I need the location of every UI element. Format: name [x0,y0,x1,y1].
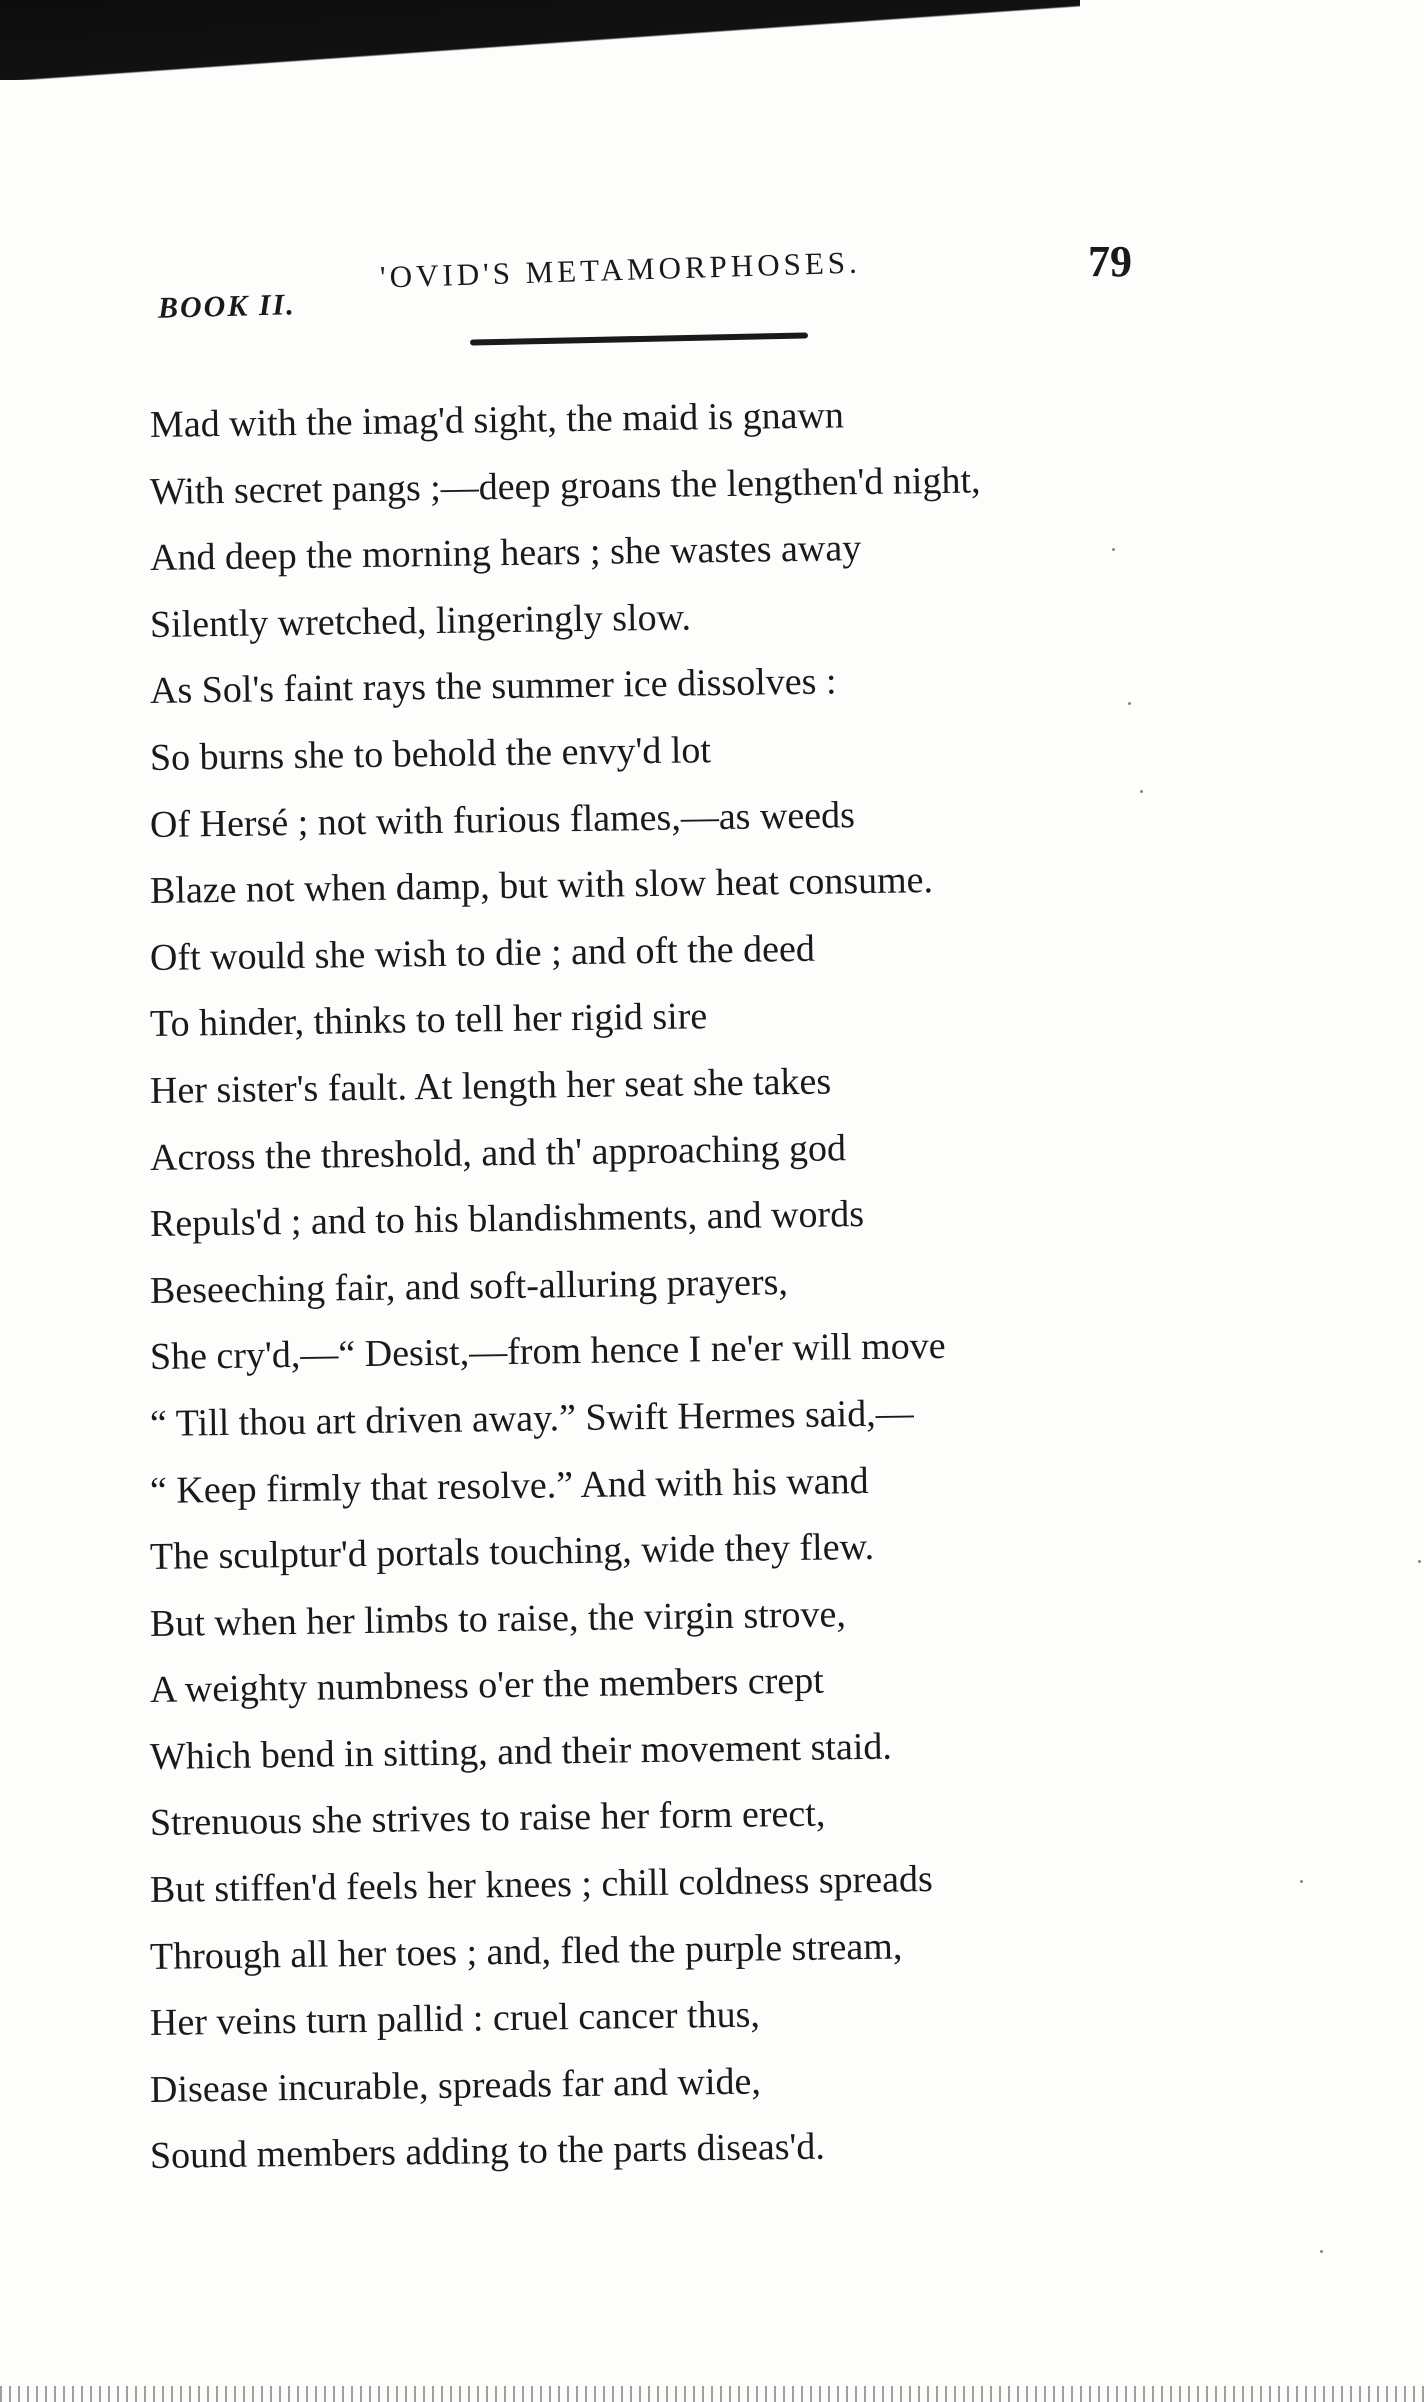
poem-line: So burns she to behold the envy'd lot [149,729,712,779]
scan-speck [1112,548,1115,551]
scan-edge-bottom [0,2386,1424,2402]
scan-speck [1300,1880,1303,1883]
scan-speck [1128,702,1131,705]
poem-line: But when her limbs to raise, the virgin strove, [149,1592,847,1645]
poem-line: A weighty numbness o'er the members crept [149,1659,825,1712]
scan-speck [1140,790,1143,793]
poem-line: Strenuous she strives to raise her form erect, [149,1793,826,1845]
poem-line: Which bend in sitting, and their movement staid. [149,1725,893,1778]
poem-line: But stiffen'd feels her knees ; chill coldness spreads [149,1858,934,1912]
poem-line: With secret pangs ;—deep groans the lengthen'd night, [149,458,981,513]
poem-line: As Sol's faint rays the summer ice dissolves : [149,660,837,713]
poem-line: Her veins turn pallid : cruel cancer thus, [149,1993,761,2045]
poem-line: Blaze not when damp, but with slow heat consume. [149,859,934,913]
poem-line: Sound members adding to the parts diseas'd. [149,2126,826,2178]
page-number: 79 [1088,237,1132,286]
poem-line: Silently wretched, lingeringly slow. [149,596,692,646]
poem-line: Disease incurable, spreads far and wide, [149,2060,762,2111]
poem-line: Oft would she wish to die ; and oft the deed [149,927,816,979]
poem-line: Mad with the imag'd sight, the maid is gnawn [149,394,845,446]
poem-line: Of Hersé ; not with furious flames,—as weeds [149,793,856,846]
scan-speck [1418,1560,1421,1563]
poem-line: She cry'd,—“ Desist,—from hence I ne'er will move [149,1325,946,1379]
page-header [0,232,1424,325]
poem-line: Repuls'd ; and to his blandishments, and words [149,1193,865,1246]
book-label: BOOK II. [157,288,297,325]
scan-edge-top-gap [1080,0,1424,14]
running-title: 'OVID'S METAMORPHOSES. [379,244,862,295]
poem-line: And deep the morning hears ; she wastes away [149,527,862,580]
poem-line: “ Till thou art driven away.” Swift Hermes said,— [149,1392,914,1445]
header-rule [470,332,808,345]
poem-line: Beseeching fair, and soft-alluring prayers, [149,1260,789,1312]
poem-line: “ Keep firmly that resolve.” And with his wand [149,1459,869,1512]
poem-line: Her sister's fault. At length her seat she takes [149,1060,832,1112]
poem-line: Through all her toes ; and, fled the purple stream, [149,1925,903,1978]
poem-line: To hinder, thinks to tell her rigid sire [149,995,708,1046]
poem-text [150,392,1200,2190]
poem-line: Across the threshold, and th' approaching god [149,1126,847,1179]
scan-speck [1320,2250,1323,2253]
poem-line: The sculptur'd portals touching, wide they flew. [149,1525,875,1579]
